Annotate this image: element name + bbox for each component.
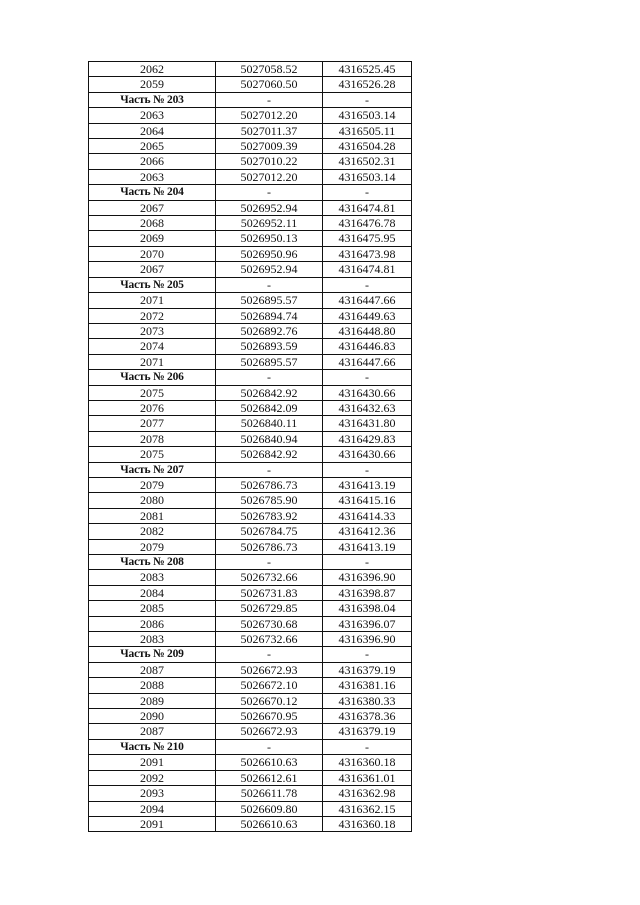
point-number-cell: 2094 xyxy=(89,801,216,816)
table-row xyxy=(89,755,412,770)
point-number-cell: 2085 xyxy=(89,601,216,616)
y-coordinate-cell: - xyxy=(323,92,412,107)
table-row xyxy=(89,616,412,631)
y-coordinate-cell: 4316526.28 xyxy=(323,77,412,92)
table-row xyxy=(89,200,412,215)
point-number-cell: 2075 xyxy=(89,385,216,400)
x-coordinate-cell: 5026732.66 xyxy=(216,632,323,647)
table-row xyxy=(89,585,412,600)
table-row xyxy=(89,601,412,616)
part-label-cell: Часть № 206 xyxy=(89,370,216,385)
table-row xyxy=(89,693,412,708)
x-coordinate-cell: 5026786.73 xyxy=(216,539,323,554)
x-coordinate-cell: 5027060.50 xyxy=(216,77,323,92)
table-row xyxy=(89,816,412,831)
x-coordinate-cell: 5027012.20 xyxy=(216,169,323,184)
y-coordinate-cell: 4316414.33 xyxy=(323,508,412,523)
table-row xyxy=(89,400,412,415)
point-number-cell: 2074 xyxy=(89,339,216,354)
y-coordinate-cell: 4316502.31 xyxy=(323,154,412,169)
part-header-row xyxy=(89,92,412,107)
y-coordinate-cell: 4316447.66 xyxy=(323,354,412,369)
x-coordinate-cell: 5026840.11 xyxy=(216,416,323,431)
x-coordinate-cell: 5026672.10 xyxy=(216,678,323,693)
part-header-row xyxy=(89,647,412,662)
table-row xyxy=(89,524,412,539)
y-coordinate-cell: 4316379.19 xyxy=(323,662,412,677)
x-coordinate-cell: - xyxy=(216,647,323,662)
y-coordinate-cell: 4316447.66 xyxy=(323,293,412,308)
point-number-cell: 2065 xyxy=(89,139,216,154)
x-coordinate-cell: 5026732.66 xyxy=(216,570,323,585)
coordinates-table-body xyxy=(89,62,412,832)
x-coordinate-cell: 5026672.93 xyxy=(216,724,323,739)
table-row xyxy=(89,323,412,338)
x-coordinate-cell: 5026952.94 xyxy=(216,262,323,277)
y-coordinate-cell: 4316429.83 xyxy=(323,431,412,446)
point-number-cell: 2069 xyxy=(89,231,216,246)
table-row xyxy=(89,493,412,508)
point-number-cell: 2090 xyxy=(89,709,216,724)
x-coordinate-cell: 5026842.92 xyxy=(216,385,323,400)
x-coordinate-cell: 5026842.92 xyxy=(216,447,323,462)
table-row xyxy=(89,77,412,92)
table-row xyxy=(89,416,412,431)
point-number-cell: 2079 xyxy=(89,539,216,554)
table-row xyxy=(89,447,412,462)
point-number-cell: 2087 xyxy=(89,662,216,677)
y-coordinate-cell: 4316396.07 xyxy=(323,616,412,631)
x-coordinate-cell: 5026672.93 xyxy=(216,662,323,677)
x-coordinate-cell: 5026730.68 xyxy=(216,616,323,631)
table-row xyxy=(89,308,412,323)
x-coordinate-cell: - xyxy=(216,185,323,200)
x-coordinate-cell: 5026893.59 xyxy=(216,339,323,354)
point-number-cell: 2068 xyxy=(89,216,216,231)
x-coordinate-cell: 5026729.85 xyxy=(216,601,323,616)
table-row xyxy=(89,293,412,308)
point-number-cell: 2078 xyxy=(89,431,216,446)
y-coordinate-cell: - xyxy=(323,739,412,754)
part-header-row xyxy=(89,277,412,292)
table-row xyxy=(89,154,412,169)
table-row xyxy=(89,385,412,400)
point-number-cell: 2093 xyxy=(89,786,216,801)
y-coordinate-cell: 4316446.83 xyxy=(323,339,412,354)
y-coordinate-cell: 4316431.80 xyxy=(323,416,412,431)
y-coordinate-cell: 4316525.45 xyxy=(323,62,412,77)
part-header-row xyxy=(89,555,412,570)
point-number-cell: 2067 xyxy=(89,262,216,277)
point-number-cell: 2083 xyxy=(89,570,216,585)
x-coordinate-cell: 5026610.63 xyxy=(216,816,323,831)
x-coordinate-cell: 5026670.12 xyxy=(216,693,323,708)
table-row xyxy=(89,262,412,277)
x-coordinate-cell: 5026842.09 xyxy=(216,400,323,415)
x-coordinate-cell: - xyxy=(216,277,323,292)
point-number-cell: 2080 xyxy=(89,493,216,508)
y-coordinate-cell: 4316360.18 xyxy=(323,816,412,831)
point-number-cell: 2077 xyxy=(89,416,216,431)
point-number-cell: 2063 xyxy=(89,169,216,184)
table-row xyxy=(89,354,412,369)
y-coordinate-cell: 4316379.19 xyxy=(323,724,412,739)
point-number-cell: 2066 xyxy=(89,154,216,169)
y-coordinate-cell: 4316396.90 xyxy=(323,632,412,647)
part-label-cell: Часть № 207 xyxy=(89,462,216,477)
y-coordinate-cell: 4316396.90 xyxy=(323,570,412,585)
table-row xyxy=(89,431,412,446)
x-coordinate-cell: 5026783.92 xyxy=(216,508,323,523)
x-coordinate-cell: - xyxy=(216,92,323,107)
y-coordinate-cell: 4316448.80 xyxy=(323,323,412,338)
x-coordinate-cell: 5026950.96 xyxy=(216,246,323,261)
y-coordinate-cell: 4316361.01 xyxy=(323,770,412,785)
y-coordinate-cell: 4316430.66 xyxy=(323,447,412,462)
coordinates-table xyxy=(88,61,412,832)
point-number-cell: 2075 xyxy=(89,447,216,462)
part-label-cell: Часть № 210 xyxy=(89,739,216,754)
table-row xyxy=(89,678,412,693)
y-coordinate-cell: 4316449.63 xyxy=(323,308,412,323)
point-number-cell: 2062 xyxy=(89,62,216,77)
x-coordinate-cell: 5026952.11 xyxy=(216,216,323,231)
table-row xyxy=(89,786,412,801)
point-number-cell: 2073 xyxy=(89,323,216,338)
x-coordinate-cell: - xyxy=(216,370,323,385)
y-coordinate-cell: 4316360.18 xyxy=(323,755,412,770)
table-row xyxy=(89,216,412,231)
y-coordinate-cell: 4316413.19 xyxy=(323,477,412,492)
y-coordinate-cell: 4316430.66 xyxy=(323,385,412,400)
point-number-cell: 2067 xyxy=(89,200,216,215)
y-coordinate-cell: 4316362.15 xyxy=(323,801,412,816)
part-label-cell: Часть № 208 xyxy=(89,555,216,570)
y-coordinate-cell: - xyxy=(323,185,412,200)
x-coordinate-cell: 5026840.94 xyxy=(216,431,323,446)
x-coordinate-cell: 5027012.20 xyxy=(216,108,323,123)
table-row xyxy=(89,724,412,739)
part-header-row xyxy=(89,462,412,477)
point-number-cell: 2091 xyxy=(89,816,216,831)
y-coordinate-cell: 4316380.33 xyxy=(323,693,412,708)
y-coordinate-cell: 4316473.98 xyxy=(323,246,412,261)
point-number-cell: 2092 xyxy=(89,770,216,785)
table-row xyxy=(89,477,412,492)
table-row xyxy=(89,246,412,261)
y-coordinate-cell: 4316474.81 xyxy=(323,200,412,215)
x-coordinate-cell: 5026611.78 xyxy=(216,786,323,801)
y-coordinate-cell: - xyxy=(323,277,412,292)
point-number-cell: 2076 xyxy=(89,400,216,415)
y-coordinate-cell: 4316474.81 xyxy=(323,262,412,277)
point-number-cell: 2079 xyxy=(89,477,216,492)
table-row xyxy=(89,139,412,154)
x-coordinate-cell: 5026786.73 xyxy=(216,477,323,492)
point-number-cell: 2091 xyxy=(89,755,216,770)
point-number-cell: 2083 xyxy=(89,632,216,647)
y-coordinate-cell: 4316381.16 xyxy=(323,678,412,693)
point-number-cell: 2086 xyxy=(89,616,216,631)
point-number-cell: 2089 xyxy=(89,693,216,708)
x-coordinate-cell: 5026609.80 xyxy=(216,801,323,816)
x-coordinate-cell: 5026894.74 xyxy=(216,308,323,323)
x-coordinate-cell: 5026895.57 xyxy=(216,354,323,369)
x-coordinate-cell: 5026612.61 xyxy=(216,770,323,785)
x-coordinate-cell: 5026892.76 xyxy=(216,323,323,338)
x-coordinate-cell: 5026610.63 xyxy=(216,755,323,770)
point-number-cell: 2063 xyxy=(89,108,216,123)
x-coordinate-cell: 5026895.57 xyxy=(216,293,323,308)
part-label-cell: Часть № 205 xyxy=(89,277,216,292)
table-row xyxy=(89,632,412,647)
table-row xyxy=(89,709,412,724)
x-coordinate-cell: - xyxy=(216,555,323,570)
part-header-row xyxy=(89,185,412,200)
table-row xyxy=(89,339,412,354)
part-label-cell: Часть № 209 xyxy=(89,647,216,662)
table-row xyxy=(89,231,412,246)
y-coordinate-cell: - xyxy=(323,370,412,385)
table-row xyxy=(89,62,412,77)
table-row xyxy=(89,801,412,816)
y-coordinate-cell: 4316504.28 xyxy=(323,139,412,154)
part-header-row xyxy=(89,739,412,754)
y-coordinate-cell: 4316413.19 xyxy=(323,539,412,554)
x-coordinate-cell: 5026950.13 xyxy=(216,231,323,246)
point-number-cell: 2071 xyxy=(89,354,216,369)
x-coordinate-cell: - xyxy=(216,462,323,477)
table-row xyxy=(89,108,412,123)
y-coordinate-cell: 4316362.98 xyxy=(323,786,412,801)
table-row xyxy=(89,123,412,138)
point-number-cell: 2081 xyxy=(89,508,216,523)
y-coordinate-cell: 4316415.16 xyxy=(323,493,412,508)
y-coordinate-cell: - xyxy=(323,647,412,662)
y-coordinate-cell: 4316398.87 xyxy=(323,585,412,600)
y-coordinate-cell: 4316476.78 xyxy=(323,216,412,231)
x-coordinate-cell: 5026952.94 xyxy=(216,200,323,215)
point-number-cell: 2088 xyxy=(89,678,216,693)
x-coordinate-cell: 5027010.22 xyxy=(216,154,323,169)
x-coordinate-cell: 5026784.75 xyxy=(216,524,323,539)
table-row xyxy=(89,169,412,184)
y-coordinate-cell: 4316398.04 xyxy=(323,601,412,616)
table-row xyxy=(89,662,412,677)
y-coordinate-cell: 4316475.95 xyxy=(323,231,412,246)
y-coordinate-cell: 4316412.36 xyxy=(323,524,412,539)
point-number-cell: 2070 xyxy=(89,246,216,261)
x-coordinate-cell: 5026670.95 xyxy=(216,709,323,724)
point-number-cell: 2084 xyxy=(89,585,216,600)
point-number-cell: 2071 xyxy=(89,293,216,308)
point-number-cell: 2072 xyxy=(89,308,216,323)
point-number-cell: 2064 xyxy=(89,123,216,138)
table-row xyxy=(89,539,412,554)
part-header-row xyxy=(89,370,412,385)
point-number-cell: 2087 xyxy=(89,724,216,739)
y-coordinate-cell: 4316378.36 xyxy=(323,709,412,724)
part-label-cell: Часть № 204 xyxy=(89,185,216,200)
point-number-cell: 2059 xyxy=(89,77,216,92)
y-coordinate-cell: 4316503.14 xyxy=(323,108,412,123)
y-coordinate-cell: 4316505.11 xyxy=(323,123,412,138)
table-row xyxy=(89,508,412,523)
y-coordinate-cell: - xyxy=(323,555,412,570)
y-coordinate-cell: - xyxy=(323,462,412,477)
x-coordinate-cell: 5027009.39 xyxy=(216,139,323,154)
x-coordinate-cell: 5027058.52 xyxy=(216,62,323,77)
y-coordinate-cell: 4316432.63 xyxy=(323,400,412,415)
x-coordinate-cell: 5026731.83 xyxy=(216,585,323,600)
table-row xyxy=(89,570,412,585)
x-coordinate-cell: - xyxy=(216,739,323,754)
y-coordinate-cell: 4316503.14 xyxy=(323,169,412,184)
part-label-cell: Часть № 203 xyxy=(89,92,216,107)
point-number-cell: 2082 xyxy=(89,524,216,539)
x-coordinate-cell: 5026785.90 xyxy=(216,493,323,508)
table-row xyxy=(89,770,412,785)
x-coordinate-cell: 5027011.37 xyxy=(216,123,323,138)
